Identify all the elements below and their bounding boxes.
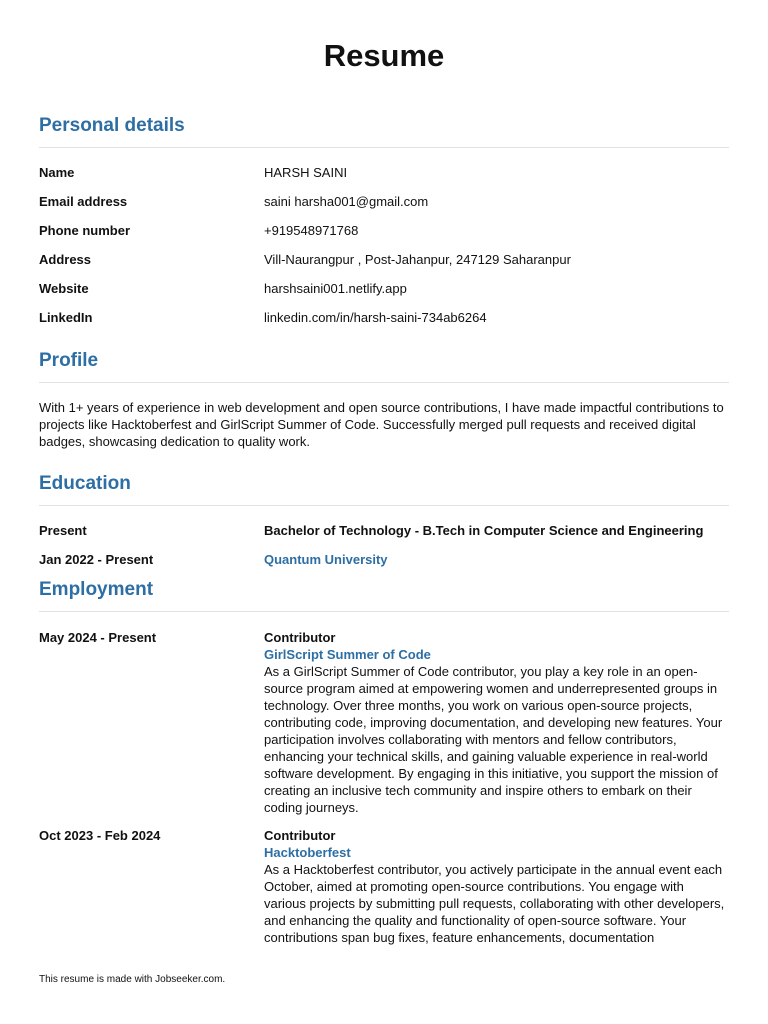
profile-section [39, 349, 729, 450]
section-heading-profile: Profile [39, 349, 729, 383]
job-details [264, 629, 729, 816]
job-description: As a Hacktoberfest contributor, you actively participate in the annual event each October, aimed at promoting open-source contributions. You engage with various projects by submitting pull requests, collaborating with other developers, and enhancing the quality and functionality of open-source software. Your contributions span bug fixes, feature enhancements, documentation [264, 862, 725, 945]
job-org: Hacktoberfest [264, 845, 351, 860]
detail-value: +919548971768 [264, 223, 359, 238]
detail-label: LinkedIn [39, 310, 93, 325]
section-heading-education: Education [39, 472, 729, 506]
education-section [39, 472, 729, 580]
detail-row-website [39, 280, 729, 309]
profile-text: With 1+ years of experience in web development and open source contributions, I have made impactful contributions to projects like Hacktoberfest and GirlScript Summer of Code. Successfully merged pull requests and received digital badges, showcasing dedication to quality work. [39, 400, 724, 449]
job-org: GirlScript Summer of Code [264, 647, 431, 662]
job-details [264, 827, 729, 946]
page-title: Resume [323, 38, 445, 73]
education-label: Present [39, 523, 87, 538]
detail-label: Address [39, 252, 92, 267]
job-dates: May 2024 - Present [39, 630, 157, 645]
website-link[interactable]: harshsaini001.netlify.app [264, 281, 407, 296]
job-entry [39, 629, 729, 816]
education-row [39, 522, 729, 551]
linkedin-link[interactable]: linkedin.com/in/harsh-saini-734ab6264 [264, 310, 487, 325]
detail-row-email [39, 193, 729, 222]
degree-title: Bachelor of Technology - B.Tech in Computer Science and Engineering [264, 523, 704, 538]
detail-value: HARSH SAINI [264, 165, 348, 180]
detail-row-address [39, 251, 729, 280]
section-heading-personal: Personal details [39, 114, 729, 148]
email-link[interactable]: saini harsha001@gmail.com [264, 194, 429, 209]
job-description: As a GirlScript Summer of Code contributor, you play a key role in an open-source program aimed at empowering women and underrepresented groups in technology. Over three months, you work on various open-source projects, contributing code, improving documentation, and developing new features. Your participation involves collaborating with mentors and fellow contributors, enhancing your technical skills, and gaining valuable experience in real-world software development. By engaging in this initiative, you support the mission of creating an inclusive tech community and inspire others to embark on their coding journeys. [264, 664, 723, 815]
detail-label: Email address [39, 194, 128, 209]
detail-row-name [39, 164, 729, 193]
detail-row-phone [39, 222, 729, 251]
employment-section [39, 578, 729, 946]
detail-row-linkedin [39, 309, 729, 338]
detail-label: Website [39, 281, 89, 296]
education-row [39, 551, 729, 580]
job-entry [39, 827, 729, 946]
job-role: Contributor [264, 630, 336, 645]
institution-name: Quantum University [264, 552, 388, 567]
job-dates: Oct 2023 - Feb 2024 [39, 828, 161, 843]
personal-details-section [39, 114, 729, 338]
detail-label: Phone number [39, 223, 131, 238]
detail-label: Name [39, 165, 75, 180]
detail-value: Vill-Naurangpur , Post-Jahanpur, 247129 Saharanpur [264, 252, 571, 267]
education-dates: Jan 2022 - Present [39, 552, 154, 567]
job-role: Contributor [264, 828, 336, 843]
section-heading-employment: Employment [39, 578, 729, 612]
footer-note: This resume is made with Jobseeker.com. [39, 974, 226, 985]
